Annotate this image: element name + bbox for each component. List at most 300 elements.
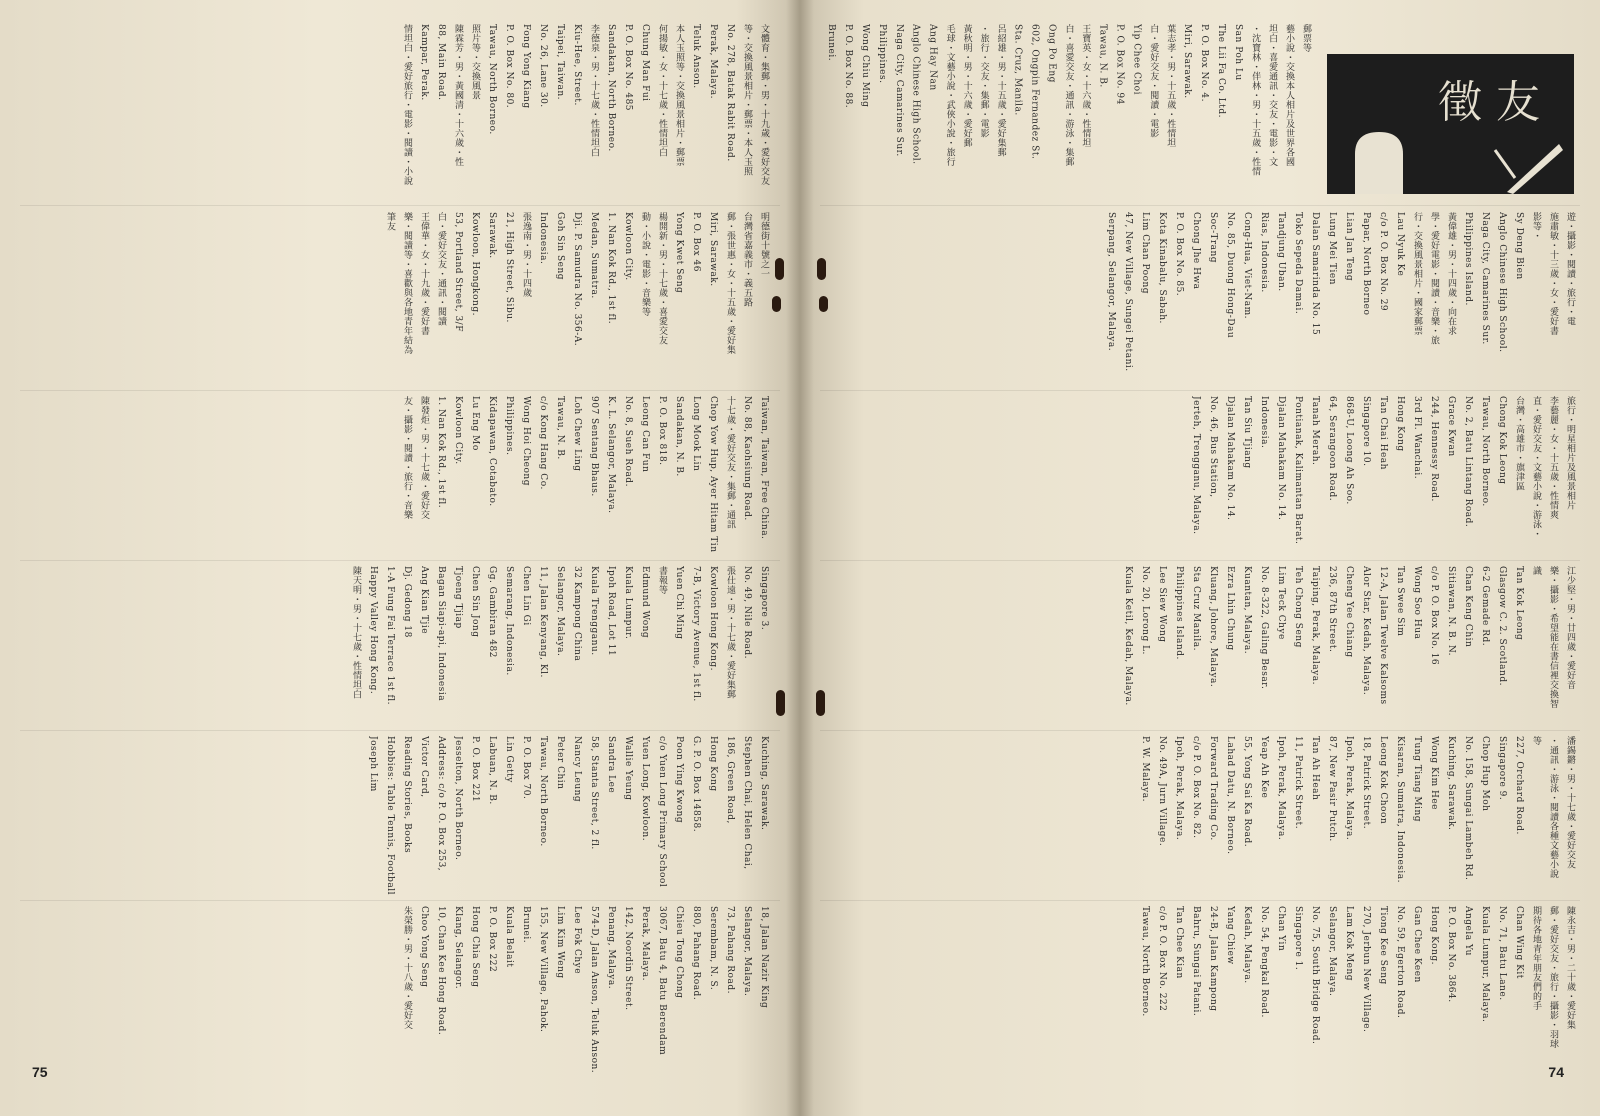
listing-entry: 等 — [1531, 736, 1541, 746]
listing-entry: 3rd Fl. Wanchai. — [1412, 396, 1422, 480]
listing-entry: 18, Patrick Street. — [1361, 736, 1371, 830]
listing-entry: Chop Yow Hup, Ayer Hitam Tin — [708, 396, 718, 553]
listing-entry: P. O. Box No. 88. — [842, 24, 853, 109]
listing-entry: 白・喜愛交友・通訊・游泳・集郵 — [1063, 24, 1074, 167]
listing-entry: Tandjung Uban. — [1276, 212, 1286, 292]
listing-entry: 868-U, Loong Ah Soo. — [1344, 396, 1354, 505]
listing-entry: P. O. Box No. 85. — [1174, 212, 1184, 297]
listing-entry: No. 49, Nile Road. — [742, 566, 752, 660]
listing-entry: Kuala Ketil, Kedah, Malaya. — [1123, 566, 1133, 706]
listing-entry: ・旅行・交友・集郵・電影 — [978, 24, 989, 138]
listing-entry: Sandakan, North Borneo. — [606, 24, 616, 152]
listing-entry: Tanah Merah. — [1310, 396, 1320, 466]
listing-entry: Reading Stories, Books — [402, 736, 412, 854]
listing-entry: P. O. Box 46 — [691, 212, 701, 272]
listing-entry: Lahad Datu, N. Borneo. — [1225, 736, 1235, 855]
listing-entry: 1. Nan Kok Rd., 1st fl. — [606, 212, 616, 325]
listing-entry: The Lii Fa Co. Ltd. — [1216, 24, 1227, 119]
listing-entry: 1. Nan Kok Rd., 1st fl. — [436, 396, 446, 509]
listing-entry: 6-2 Gemade Rd. — [1480, 566, 1490, 647]
band-divider — [20, 205, 780, 206]
listing-entry: 142, Noordin Street. — [623, 906, 633, 1011]
listing-entry: Dji. P. Samudra No. 356-A. — [572, 212, 582, 347]
listing-entry: Ipoh, Perak, Malaya. — [1174, 736, 1184, 841]
listing-band — [24, 24, 770, 194]
listing-entry: 黃秋明・男・十六歲・愛好郵 — [961, 24, 972, 148]
listing-entry: No. 8-322, Galing Besar. — [1259, 566, 1269, 690]
listing-entry: 直・愛好交友・文藝小說・游泳・ — [1531, 396, 1541, 539]
listing-entry: Yuen Long, Kowloon. — [640, 736, 650, 842]
listing-entry: Chong Jhe Hwa — [1191, 212, 1201, 290]
listing-entry: 情坦白・愛好旅行・電影・閱讀・小說 — [402, 24, 412, 186]
listing-entry: G. P. O. Box 14858. — [691, 736, 701, 833]
listing-entry: Cheng Yee Chiang — [1344, 566, 1354, 658]
listing-entry: Chan Yin — [1276, 906, 1286, 952]
listing-entry: Lim Kim Weng — [555, 906, 565, 979]
listing-entry: Sta. Cruz, Manila. — [1012, 24, 1023, 116]
listing-entry: Kisaran, Sumatra, Indonesia. — [1395, 736, 1405, 884]
listing-entry: Bagan Siapi-api, Indonesia — [436, 566, 446, 702]
listing-entry: 李德泉・男・十七歲・性情坦白 — [589, 24, 599, 157]
listing-entry: 236, 87th Street. — [1327, 566, 1337, 653]
listing-entry: Yuen Chi Ming — [674, 566, 684, 640]
listing-entry: Medan, Sumatra. — [589, 212, 599, 299]
listing-entry: 台灣・高雄市・旗津區 — [1514, 396, 1524, 491]
listing-entry: 白・愛好交友・閱讀・電影 — [1148, 24, 1159, 138]
listing-entry: Cong-Hua, Viet-Nam. — [1242, 212, 1252, 319]
listing-entry: Indonesia. — [1259, 396, 1269, 449]
listing-entry: Singapore 10. — [1361, 396, 1371, 467]
listing-entry: Jesselton, North Borneo. — [453, 736, 463, 861]
listing-entry: 64, Serangoon Road. — [1327, 396, 1337, 502]
page-number: 74 — [1548, 1064, 1564, 1080]
listing-entry: 黃偉雄・男・十四歲・向在求 — [1446, 212, 1456, 336]
listing-entry: Kuching, Sarawak. — [759, 736, 769, 831]
listing-entry: 907 Sentang Bhaus. — [589, 396, 599, 497]
listing-entry: Djalan Mahakam No. 14. — [1276, 396, 1286, 521]
listing-entry: 87, New Pasir Putch. — [1327, 736, 1337, 842]
listing-entry: Singapore 3. — [759, 566, 769, 631]
listing-entry: Hobbies: Table Tennis, Football — [385, 736, 395, 896]
listing-entry: Tan Kok Leong — [1514, 566, 1524, 641]
listing-entry: c/o P. O. Box No. 16 — [1429, 566, 1439, 666]
listing-entry: Kiu-Hee, Street. — [572, 24, 582, 106]
listing-entry: Sitiawan, N. B. N. — [1446, 566, 1456, 657]
listing-entry: P. O. Box No. 3864. — [1446, 906, 1456, 1003]
listing-entry: 張逸南・男・十四歲 — [521, 212, 531, 298]
listing-band — [824, 24, 1312, 194]
listing-entry: P. O. Box No. 80. — [504, 24, 514, 109]
listing-entry: Kuala Lumpur, Malaya. — [1480, 906, 1490, 1023]
listing-entry: 270, Jerbun New Village. — [1361, 906, 1371, 1033]
listing-entry: Philippines Island. — [1463, 212, 1473, 306]
listing-entry: 楊開新・男・十七歲・喜愛交友 — [657, 212, 667, 345]
listing-entry: Ang Kian Tjie — [419, 566, 429, 635]
listing-entry: Goh Sin Seng — [555, 212, 565, 281]
listing-entry: 18, Jalan Nazir King — [759, 906, 769, 1009]
listing-entry: Brunei. — [825, 24, 836, 62]
listing-entry: 明德街十號之一 — [759, 212, 769, 279]
listing-entry: Leong Can Fun — [640, 396, 650, 473]
listing-entry: 動・小說・電影・音樂等 — [640, 212, 650, 317]
listing-entry: Kowloon Hong Kong. — [708, 566, 718, 671]
listing-entry: P. O. Box 818. — [657, 396, 667, 466]
listing-entry: Kuala Lumpur. — [623, 566, 633, 640]
listing-entry: 88, Main Road. — [436, 24, 446, 101]
listing-band — [824, 212, 1576, 382]
listing-entry: 江少堅・男・廿四歲・愛好音 — [1565, 566, 1575, 690]
listing-entry: Chung Man Fui — [640, 24, 650, 102]
listing-entry: Sy Deng Bien — [1514, 212, 1524, 280]
header-title: 徵友 — [1438, 77, 1554, 128]
listing-entry: Lung Mei Tien — [1327, 212, 1337, 285]
listing-entry: Teh Chong Seng — [1293, 566, 1303, 648]
listing-entry: Chong Kok Leong — [1497, 396, 1507, 485]
listing-band — [24, 736, 770, 906]
listing-entry: 十七歲・愛好交友・集郵・通訊 — [725, 396, 735, 529]
listing-entry: 602, Ongpin Fernandez St. — [1029, 24, 1040, 160]
listing-entry: Long Mook Lin — [691, 396, 701, 472]
listing-band — [824, 736, 1576, 906]
listing-entry: 1-A Fung Fai Terrace 1st fl. — [385, 566, 395, 706]
listing-entry: No. 2, Batu Lintang Road. — [1463, 396, 1473, 528]
listing-entry: Tan Swee Sim — [1395, 566, 1405, 637]
listing-entry: Dalan Samarinda No. 15 — [1310, 212, 1320, 336]
listing-band — [24, 396, 770, 566]
listing-entry: 郵・愛好交友・旅行・攝影・羽球 — [1548, 906, 1558, 1049]
listing-entry: c/o P. O. Box No. 222 — [1157, 906, 1167, 1012]
listing-entry: Bahru, Sungai Patani. — [1191, 906, 1201, 1017]
listing-entry: Indonesia. — [538, 212, 548, 265]
listing-entry: Glasgow C. 2. Scotland. — [1497, 566, 1507, 686]
listing-entry: Lim Chan Poong — [1140, 212, 1150, 295]
listing-entry: Sarawak. — [487, 212, 497, 259]
listing-entry: Sta Cruz Manila. — [1191, 566, 1201, 651]
listing-entry: 陳永吉・男・二十歲・愛好集 — [1565, 906, 1575, 1030]
listing-entry: No. 26, Lane 30. — [538, 24, 548, 108]
listing-entry: No. 85, Duong Hong-Dau — [1225, 212, 1235, 339]
listing-entry: P. O. Box No. 94 — [1114, 24, 1125, 105]
listing-entry: Chen Sin Jong — [470, 566, 480, 638]
listing-entry: 張仕遠・男・十七歲・愛好集郵 — [725, 566, 735, 699]
binding-hole — [817, 258, 826, 280]
listing-entry: 書報等 — [657, 566, 667, 595]
listing-entry: Singapore 9. — [1497, 736, 1507, 801]
listing-entry: 11, Jalan Kenyang, Kl. — [538, 566, 548, 678]
listing-entry: Lim Teck Chye — [1276, 566, 1286, 640]
listing-entry: Chop Hup Moh — [1480, 736, 1490, 812]
listing-entry: 186, Green Road, — [725, 736, 735, 824]
listing-entry: P. O. Box No. 4. — [1199, 24, 1210, 102]
listing-entry: No. 88, Kaohsiung Road. — [742, 396, 752, 521]
listing-entry: Gg. Gambiran 482 — [487, 566, 497, 658]
listing-entry: Joseph Lim — [368, 736, 378, 792]
listing-entry: Loh Chew Ling — [572, 396, 582, 472]
listing-entry: c/o Kong Hang Co. — [538, 396, 548, 490]
listing-entry: Fong Yong Kiang — [521, 24, 531, 109]
listing-entry: Edmund Wong — [640, 566, 650, 639]
listing-entry: Miri, Sarawak. — [708, 212, 718, 287]
listing-entry: Chan Wing Kit — [1514, 906, 1524, 979]
binding-hole — [776, 690, 785, 716]
listing-entry: Taipei, Taiwan. — [555, 24, 565, 101]
listing-entry: 葉志孝・男・十五歲・性情坦 — [1165, 24, 1176, 148]
listing-entry: Sandra Lee — [606, 736, 616, 794]
listing-entry: 毛球・文藝小說・武俠小說・旅行 — [944, 24, 955, 167]
listing-entry: No. 278, Batak Rabit Road. — [725, 24, 735, 162]
listing-entry: Lee Siew Wong — [1157, 566, 1167, 643]
listing-entry: Naga City, Camarines Sur. — [1480, 212, 1490, 345]
listing-entry: Teluk Anson. — [691, 24, 701, 89]
listing-entry: 潘錫鏘・男・十七歲・愛好交友 — [1565, 736, 1575, 869]
listing-band — [24, 566, 770, 736]
listing-entry: Wallie Yeung — [623, 736, 633, 801]
listing-entry: Peter Chin — [555, 736, 565, 790]
listing-entry: 王寶英・女・十六歲・性情坦 — [1080, 24, 1091, 148]
listing-entry: Selangor, Malaya. — [1327, 906, 1337, 997]
listing-entry: Dj. Gedong 18 — [402, 566, 412, 638]
listing-entry: Perak, Malaya. — [640, 906, 650, 981]
binding-hole — [775, 258, 784, 280]
listing-entry: Lian Jan Teng — [1344, 212, 1354, 282]
listing-entry: Kowloon, Hongkong. — [470, 212, 480, 316]
listing-entry: Miri, Sarawak. — [1182, 24, 1193, 99]
listing-entry: Philippines. — [504, 396, 514, 456]
listing-entry: 期待各地青年朋友們的手 — [1531, 906, 1541, 1011]
listing-entry: Yong Kwet Seng — [674, 212, 684, 294]
listing-entry: Perak, Malaya. — [708, 24, 718, 99]
listing-entry: 陳發炬・男・十七歲・愛好交 — [419, 396, 429, 520]
listing-entry: Wong Kim Hee — [1429, 736, 1439, 810]
listing-entry: 227, Orchard Road. — [1514, 736, 1524, 835]
listing-entry: Tawau, N. B. — [555, 396, 565, 460]
listing-entry: Ipoh, Perak, Malaya. — [1344, 736, 1354, 841]
listing-entry: 筆友 — [385, 212, 395, 231]
listing-entry: Kuantan, Malaya. — [1242, 566, 1252, 655]
listing-entry: No. 75, South Bridge Road. — [1310, 906, 1320, 1045]
listing-entry: Yang Chiew — [1225, 906, 1235, 965]
listing-entry: No. 20, Lorong L. — [1140, 566, 1150, 655]
listing-entry: Djalan Mahakam No. 14. — [1225, 396, 1235, 521]
listing-entry: 244, Hennessy Road. — [1429, 396, 1439, 502]
listing-entry: Kuching, Sarawak. — [1446, 736, 1456, 831]
binding-gutter — [786, 0, 814, 1116]
listing-entry: 行・交換風景相片・國家郵票 — [1412, 212, 1422, 336]
listing-entry: Serembam, N. S. — [708, 906, 718, 991]
listing-band — [824, 906, 1576, 1076]
listing-entry: Tiong Kee Seng — [1378, 906, 1388, 985]
listing-entry: 11, Patrick Street. — [1293, 736, 1303, 830]
listing-entry: 學・愛好電影・閱讀・音樂・旅 — [1429, 212, 1439, 345]
listing-entry: 574-D, Jalan Anson, Teluk Anson. — [589, 906, 599, 1074]
listing-entry: 白・愛好交友・通訊・閱讀 — [436, 212, 446, 326]
listing-entry: Chen Lin Gi — [521, 566, 531, 626]
listing-band — [24, 212, 770, 382]
listing-entry: Ipoh, Perak, Malaya. — [1276, 736, 1286, 841]
listing-entry: Taiping, Perak, Malaya. — [1310, 566, 1320, 685]
listing-entry: No. 54, Pengkal Road. — [1259, 906, 1269, 1018]
listing-entry: Stephen Chai, Helen Chai, — [742, 736, 752, 870]
listing-entry: Anglo Chinese High School. — [1497, 212, 1507, 353]
listing-entry: Happy Valley Hong Kong. — [368, 566, 378, 695]
listing-entry: Kedah, Malaya. — [1242, 906, 1252, 984]
listing-entry: Serpang, Selangor, Malaya. — [1106, 212, 1116, 352]
listing-entry: San Poh Lu — [1233, 24, 1244, 81]
listing-entry: 文體育・集郵・男・十九歲・愛好交友 — [759, 24, 769, 186]
listing-entry: 53, Portland Street, 3/F — [453, 212, 463, 332]
listing-entry: Poon Ying Kwong — [674, 736, 684, 824]
listing-entry: Kluang, Johore, Malaya. — [1208, 566, 1218, 688]
listing-entry: Philippines Island. — [1174, 566, 1184, 660]
listing-entry: Forward Trading Co. — [1208, 736, 1218, 841]
listing-entry: 何揚敏・女・十七歲・性情坦白 — [657, 24, 667, 157]
listing-entry: 等・交換風景相片・郵票・本人玉照 — [742, 24, 752, 176]
listing-entry: Tawau, North Borneo. — [1140, 906, 1150, 1017]
listing-entry: P. O. Box No. 485 — [623, 24, 633, 112]
listing-entry: ・沈寶林・伴林・男・十五歲・性情 — [1250, 24, 1261, 176]
listing-entry: Hong Kong — [708, 736, 718, 792]
listing-entry: 李藝麗・女・十五歲・性情爽 — [1548, 396, 1558, 520]
listing-entry: 880, Pahang Road. — [691, 906, 701, 1001]
listing-entry: Wong Chiu Ming — [859, 24, 870, 108]
right-page — [800, 0, 1600, 1116]
listing-entry: 影等・ — [1531, 212, 1541, 241]
listing-entry: 坦白・喜愛通訊・交友・電影・文 — [1267, 24, 1278, 167]
listing-entry: Address: c/o P. O. Box 253, — [436, 736, 446, 872]
listing-entry: 遊・攝影・閱讀・旅行・電 — [1565, 212, 1575, 326]
listing-entry: Kidapawan, Cotabato. — [487, 396, 497, 507]
listing-entry: P. W. Malaya. — [1140, 736, 1150, 802]
listing-entry: Tawau, N. B. — [1097, 24, 1108, 88]
listing-entry: Selangor, Malaya. — [742, 906, 752, 997]
listing-entry: Nancy Leung — [572, 736, 582, 803]
listing-entry: Soc-Trang — [1208, 212, 1218, 264]
listing-entry: c/o P. O. Box No. 29 — [1378, 212, 1388, 312]
listing-entry: No. 8, Sueh Road. — [623, 396, 633, 487]
listing-entry: No. 49A, Jurn Village. — [1157, 736, 1167, 847]
listing-entry: Sandakan, N. B. — [674, 396, 684, 477]
listing-entry: Hong Kong. — [1429, 906, 1439, 966]
listing-entry: 郵・張世惠・女・十五歲・愛好集 — [725, 212, 735, 355]
listing-entry: 10, Chan Kee Hong Road. — [436, 906, 446, 1036]
listing-entry: No. 59, Egerton Road. — [1395, 906, 1405, 1019]
listing-entry: Lu Eng Mo — [470, 396, 480, 451]
listing-entry: Chan Keng Chin — [1463, 566, 1473, 648]
listing-entry: Hong Kong — [1395, 396, 1405, 452]
listing-entry: 55, Yong Sai Ka Road. — [1242, 736, 1252, 848]
listing-entry: Hong Chia Seng — [470, 906, 480, 988]
listing-entry: Klang, Selangor. — [453, 906, 463, 990]
listing-entry: 陳霖芳・男・黃國清・十六歲・性 — [453, 24, 463, 167]
listing-entry: Kowloon City. — [623, 212, 633, 281]
listing-entry: Toko Sepeda Damai. — [1293, 212, 1303, 315]
listing-entry: P. O. Box 70. — [521, 736, 531, 800]
listing-entry: Tung Tiang Ming — [1412, 736, 1422, 823]
listing-entry: Naga City, Camarines Sur. — [893, 24, 904, 157]
listing-entry: Ezra Lhin Chung — [1225, 566, 1235, 651]
listing-entry: c/o Yuen Long Primary School — [657, 736, 667, 888]
listing-entry: 朱榮勝・男・十八歲・愛好交 — [402, 906, 412, 1030]
listing-entry: Jerteh, Trengganu, Malaya. — [1191, 396, 1201, 535]
listing-entry: Kuala Trengganu. — [589, 566, 599, 656]
listing-entry: Victor Card, — [419, 736, 429, 798]
listing-entry: 32 Kampong China — [572, 566, 582, 662]
listing-entry: Tjoeng Tjiap — [453, 566, 463, 629]
listing-entry: 12-A, Jalan Twelve Kalsoms — [1378, 566, 1388, 705]
listing-entry: 樂・閱讀等・喜歡與各地青年結為 — [402, 212, 412, 355]
listing-entry: Tan Siu Tjiang — [1242, 396, 1252, 469]
listing-entry: Lee Fok Chye — [572, 906, 582, 975]
listing-entry: 呂紹雄・男・十五歲・愛好集郵 — [995, 24, 1006, 157]
listing-entry: c/o P. O. Box No. 82. — [1191, 736, 1201, 839]
listing-entry: Tawau, North Borneo. — [487, 24, 497, 135]
listing-entry: No. 71, Batu Lane. — [1497, 906, 1507, 1001]
listing-entry: 155, New Village, Pahok. — [538, 906, 548, 1033]
listing-entry: 58, Stanta Street, 2 fl. — [589, 736, 599, 850]
band-divider — [820, 390, 1580, 391]
listing-entry: Gan Chee Keen — [1412, 906, 1422, 983]
pen-pals-header — [1327, 54, 1574, 194]
listing-entry: Alor Star, Kedah, Malaya. — [1361, 566, 1371, 696]
listing-entry: 台灣省嘉義市・義五路 — [742, 212, 752, 307]
listing-entry: ・通訊・游泳・閱讀各種文藝小說 — [1548, 736, 1558, 879]
listing-entry: Papar, North Borneo — [1361, 212, 1371, 316]
listing-entry: 73, Pahang Road. — [725, 906, 735, 994]
listing-entry: P. O. Box 222 — [487, 906, 497, 973]
band-divider — [820, 205, 1580, 206]
listing-entry: Choo Yong Seng — [419, 906, 429, 988]
listing-entry: Leong Kok Choon — [1378, 736, 1388, 825]
listing-entry: Tan Ah Heah — [1310, 736, 1320, 801]
listing-entry: Ipoh Road, Lot 11 — [606, 566, 616, 657]
listing-entry: 王偉華・女・十九歲・愛好書 — [419, 212, 429, 336]
listing-entry: 24-B, Jalan Kampong — [1208, 906, 1218, 1012]
listing-entry: 施肅敏・十三歲・女・愛好書 — [1548, 212, 1558, 336]
listing-entry: 47, New Village, Sungei Petani. — [1123, 212, 1133, 372]
listing-entry: Kuala Belait — [504, 906, 514, 968]
listing-entry: Yeap Ah Kee — [1259, 736, 1269, 799]
listing-band — [824, 566, 1576, 736]
listing-entry: Ang Hay Nan — [927, 24, 938, 91]
listing-entry: 7-B, Victory Avenue, 1st fl. — [691, 566, 701, 702]
listing-entry: Kota Kinabalu, Sabah. — [1157, 212, 1167, 324]
listing-entry: Tawau, North Borneo. — [1480, 396, 1490, 507]
listing-entry: 陳天明・男・十七歲・性情坦白 — [351, 566, 361, 699]
listing-entry: 藝小說・交換本人相片及世界各國 — [1284, 24, 1295, 167]
binding-hole — [816, 690, 825, 716]
listing-entry: Taiwan, Taiwan, Free China. — [759, 396, 769, 540]
listing-entry: Selangor, Malaya. — [555, 566, 565, 657]
listing-entry: Kowloon City. — [453, 396, 463, 465]
listing-entry: No. 158, Sungai Lambeh Rd. — [1463, 736, 1473, 881]
listing-entry: Labuan, N. B. — [487, 736, 497, 805]
listing-entry: Kampar, Perak. — [419, 24, 429, 101]
listing-entry: Grace Kwan — [1446, 396, 1456, 457]
listing-entry: Philippines. — [876, 24, 887, 84]
listing-entry: 樂・攝影・希望能在書信裡交換智 — [1548, 566, 1558, 709]
listing-entry: 識 — [1531, 566, 1541, 576]
listing-entry: Ong Po Eng — [1046, 24, 1057, 83]
listing-entry: 3067, Batu 4, Batu Berendam — [657, 906, 667, 1056]
listing-entry: Lam Kok Meng — [1344, 906, 1354, 982]
listing-entry: Chieu Tong Chong — [674, 906, 684, 999]
listing-entry: Semarang, Indonesia. — [504, 566, 514, 676]
listing-entry: Wong Hoi Cheong — [521, 396, 531, 486]
listing-entry: K. L. Selangor, Malaya. — [606, 396, 616, 514]
listing-entry: Tan Chai Heah — [1378, 396, 1388, 470]
listing-entry: Brunei. — [521, 906, 531, 944]
listing-entry: Tawau, North Borneo. — [538, 736, 548, 847]
